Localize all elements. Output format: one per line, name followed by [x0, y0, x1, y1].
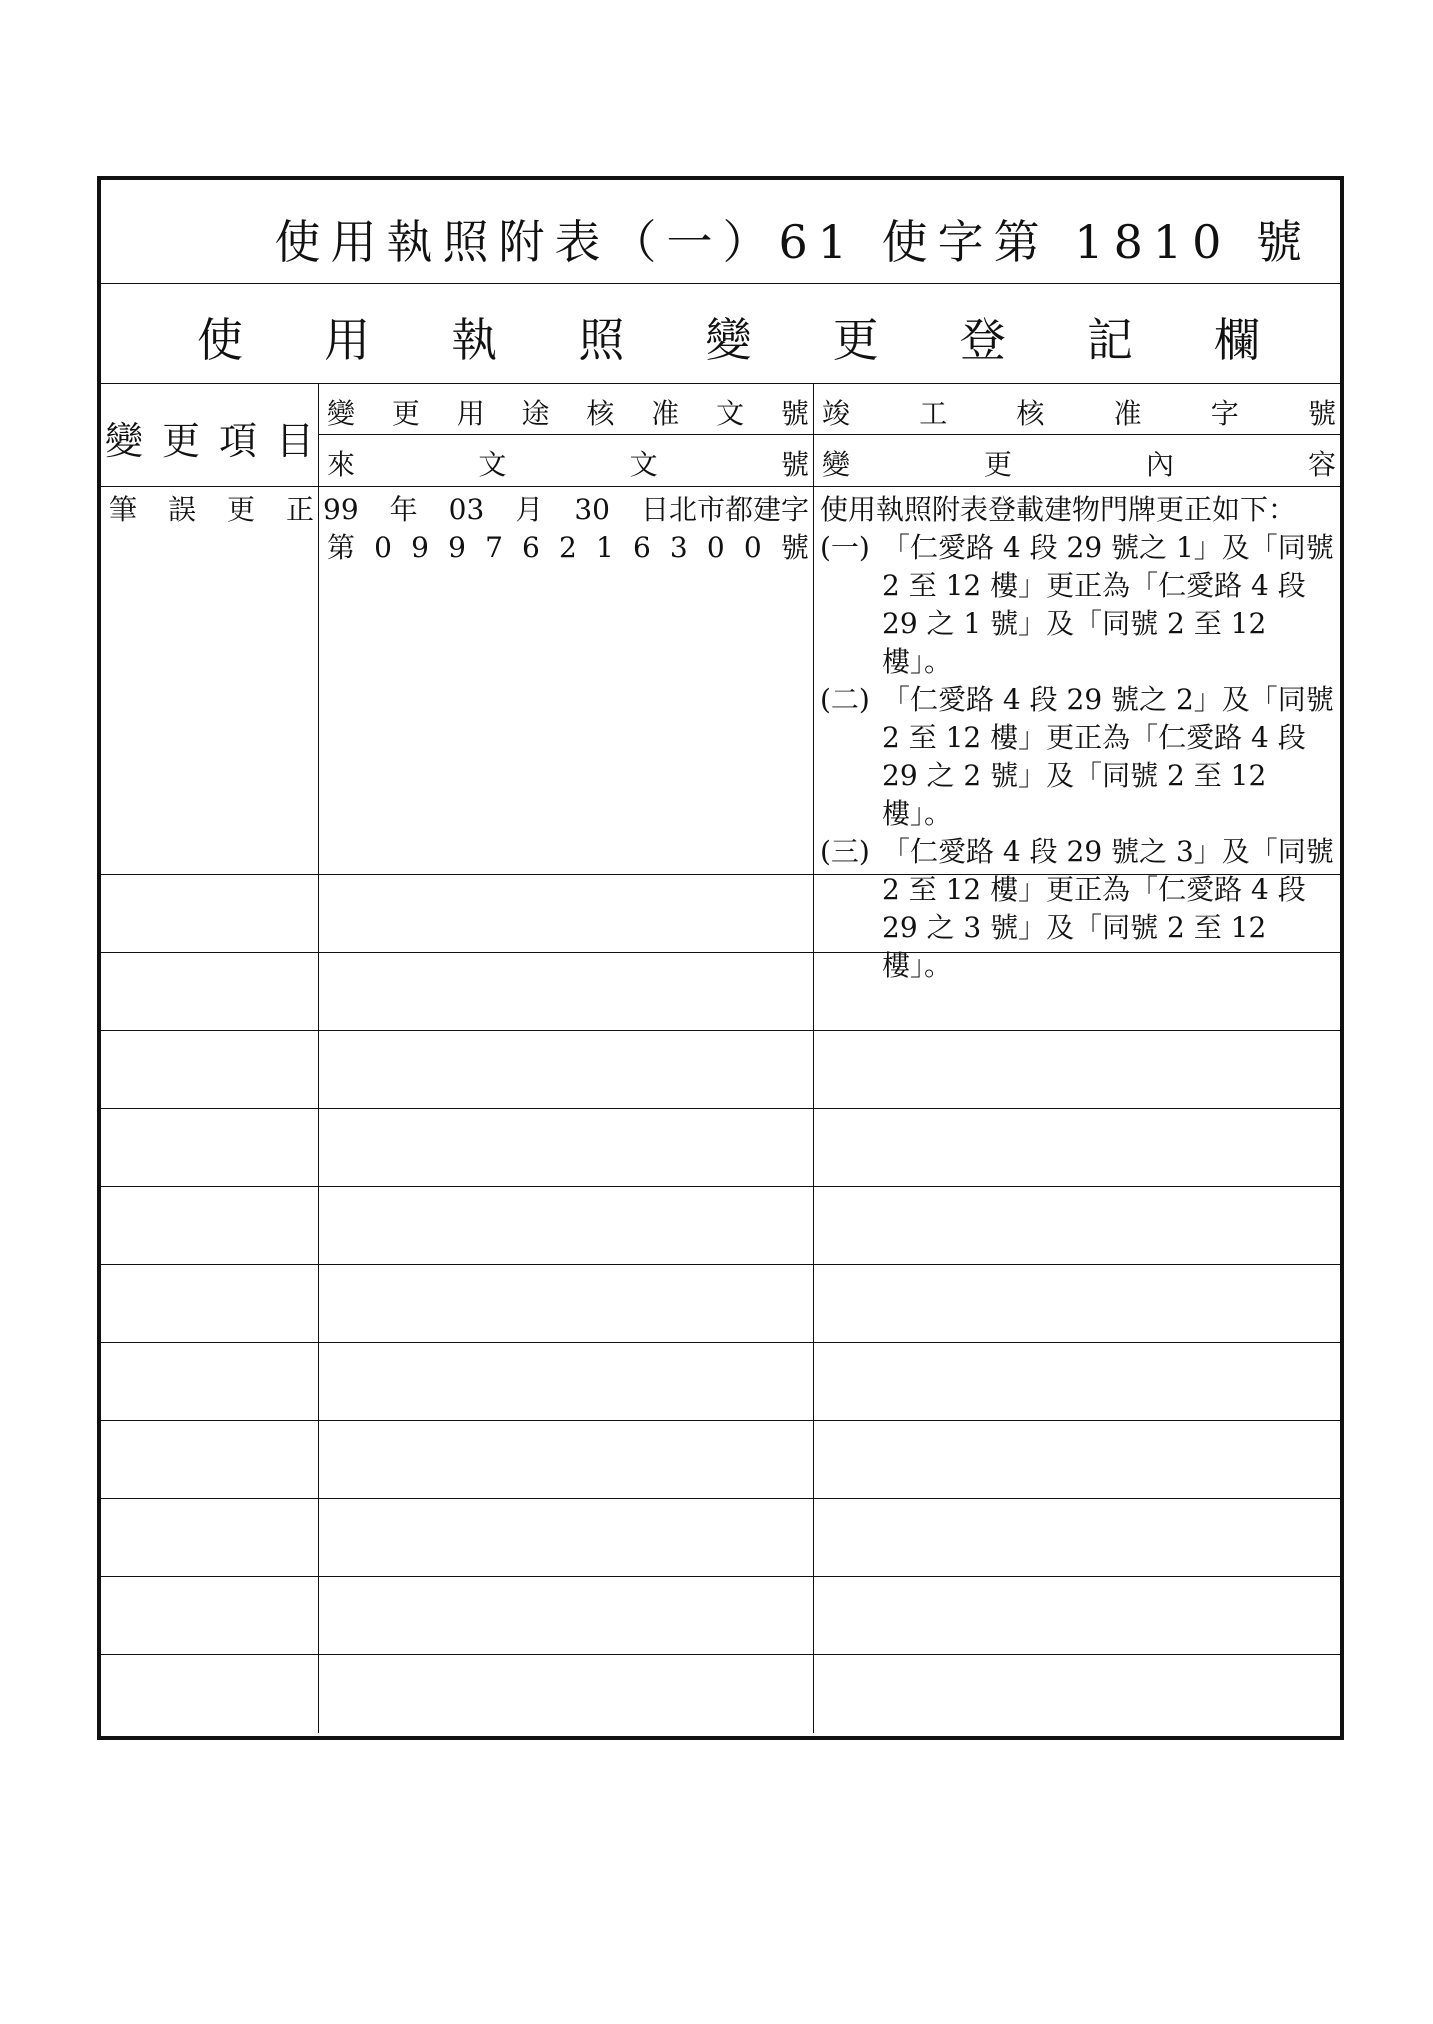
header-char: 文: [629, 448, 658, 481]
header-content: [814, 384, 1340, 487]
header-incoming-doc-label: [327, 443, 809, 483]
table-cell: [101, 1031, 319, 1108]
entry-doc-token: 年: [389, 493, 418, 526]
entry-doc-token: 30: [574, 493, 610, 526]
subtitle-row: [101, 284, 1340, 384]
header-char: 更: [161, 419, 200, 463]
table-cell: [814, 1577, 1340, 1654]
header-char: 內: [1145, 448, 1174, 481]
table-cell: [319, 1343, 814, 1420]
table-row: [101, 487, 1340, 982]
table-row: [101, 875, 1340, 953]
table-cell: [814, 1655, 1340, 1733]
entry-doc-token: 日北市都建字: [640, 493, 809, 526]
table-row: [101, 1265, 1340, 1343]
content-item-number: (一): [820, 531, 870, 564]
header-char: 工: [919, 397, 948, 430]
header-char: 項: [218, 419, 257, 463]
section-title-char: 更: [832, 313, 879, 367]
header-char: 變: [822, 448, 851, 481]
table-row: [101, 1655, 1340, 1733]
header-char: 文: [478, 448, 507, 481]
header-char: 字: [1210, 397, 1239, 430]
section-title-char: 使: [197, 313, 243, 367]
entry-doc-token: 6: [632, 531, 651, 564]
table-cell: [319, 1499, 814, 1576]
header-change-content-label: [822, 443, 1336, 483]
table-row: [101, 1031, 1340, 1109]
entry-doc-token: 0: [743, 531, 762, 564]
header-char: 號: [780, 448, 809, 481]
header-char: 目: [275, 419, 314, 463]
entry-doc-line-1: [323, 491, 809, 529]
table-cell: [101, 1655, 319, 1733]
header-char: 號: [1307, 397, 1336, 430]
header-char: 竣: [822, 397, 851, 430]
entry-doc-token: 0: [374, 531, 392, 564]
entry-doc-token: 9: [411, 531, 429, 564]
table-row: [101, 1421, 1340, 1499]
header-char: 文: [716, 397, 745, 430]
entry-doc-token: 99: [323, 493, 359, 526]
entry-doc-token: 月: [515, 493, 544, 526]
header-char: 用: [456, 397, 485, 430]
entry-item-char: 更: [226, 493, 255, 526]
table-cell: [101, 1499, 319, 1576]
entry-doc-token: 號: [780, 531, 809, 564]
header-char: 途: [521, 397, 550, 430]
content-item-text: 「仁愛路 4 段 29 號之 3」及「同號 2 至 12 樓」更正為「仁愛路 4 段 29 之 3 號」及「同號 2 至 12 樓」。: [882, 835, 1334, 982]
title-row: [101, 180, 1340, 284]
section-title-char: 欄: [1214, 313, 1260, 367]
table-cell: [814, 1031, 1340, 1108]
entry-doc-token: 2: [559, 531, 577, 564]
table-row: [101, 1187, 1340, 1265]
table-cell: [101, 953, 319, 1030]
section-title-char: 執: [451, 313, 498, 367]
header-change-item: [101, 384, 319, 487]
header-doc-number: [319, 384, 814, 487]
table-cell: [319, 1577, 814, 1654]
table-cell: [814, 1109, 1340, 1186]
table-cell: [319, 1187, 814, 1264]
table-cell: [319, 1265, 814, 1342]
table-cell: [814, 1343, 1340, 1420]
table-cell: [319, 1109, 814, 1186]
table-cell: [101, 1265, 319, 1342]
table-cell: [101, 1577, 319, 1654]
header-char: 核: [1016, 397, 1045, 430]
table-cell: [814, 1187, 1340, 1264]
header-char: 准: [1113, 397, 1142, 430]
table-cell: [319, 953, 814, 1030]
content-item-number: (三): [820, 835, 870, 868]
table-row: [101, 1577, 1340, 1655]
section-title-char: 照: [578, 313, 625, 367]
table-row: [101, 1343, 1340, 1421]
content-item-number: (二): [820, 683, 870, 716]
header-change-item-label: [105, 410, 314, 465]
header-completion-approval-label: [822, 392, 1336, 432]
table-cell: [101, 1109, 319, 1186]
table-cell: [319, 1031, 814, 1108]
entry-item-char: 誤: [167, 493, 196, 526]
table-cell: [814, 1499, 1340, 1576]
section-title-char: 用: [324, 313, 371, 367]
entry-doc-token: 03: [448, 493, 485, 526]
table-cell: [319, 1655, 814, 1733]
header-char: 更: [983, 448, 1012, 481]
content-item-text: 「仁愛路 4 段 29 號之 2」及「同號 2 至 12 樓」更正為「仁愛路 4 段 29 之 2 號」及「同號 2 至 12 樓」。: [882, 683, 1334, 830]
table-cell: [814, 953, 1340, 1030]
license-change-form: [97, 176, 1344, 1740]
header-char: 來: [327, 448, 356, 481]
table-cell: [101, 1343, 319, 1420]
header-approval-doc-label: [327, 392, 809, 432]
table-cell: [101, 875, 319, 952]
section-title: [101, 304, 1340, 370]
table-row: [101, 1109, 1340, 1187]
header-char: 核: [586, 397, 615, 430]
table-cell: [814, 875, 1340, 952]
header-char: 號: [780, 397, 809, 430]
header-char: 容: [1307, 448, 1336, 481]
entry-doc-token: 3: [669, 531, 688, 564]
entry-doc-token: 0: [706, 531, 725, 564]
table-row: [101, 1499, 1340, 1577]
entry-doc-line-2: [323, 529, 809, 567]
entry-change-item: [101, 487, 318, 529]
section-title-char: 記: [1086, 313, 1133, 367]
entry-doc-token: 1: [595, 531, 614, 564]
entry-item-char: 筆: [109, 493, 138, 526]
header-char: 准: [651, 397, 680, 430]
table-cell: [319, 1421, 814, 1498]
header-char: 變: [327, 397, 356, 430]
entry-doc-token: 6: [522, 531, 540, 564]
table-cell: [814, 1265, 1340, 1342]
table-cell: [319, 875, 814, 952]
table-cell: [101, 1187, 319, 1264]
table-cell: [814, 1421, 1340, 1498]
table-row: [101, 953, 1340, 1031]
table-cell: [101, 1421, 319, 1498]
entry-doc-token: 7: [485, 531, 503, 564]
entry-doc-token: 第: [327, 531, 356, 564]
entry-item-char: 正: [285, 493, 314, 526]
section-title-char: 變: [705, 313, 752, 367]
content-list-item: [820, 681, 1336, 833]
header-char: 更: [391, 397, 420, 430]
content-item-text: 「仁愛路 4 段 29 號之 1」及「同號 2 至 12 樓」更正為「仁愛路 4 段 29 之 1 號」及「同號 2 至 12 樓」。: [882, 531, 1334, 678]
entry-content-intro: 使用執照附表登載建物門牌更正如下：: [820, 493, 1297, 526]
section-title-char: 登: [959, 313, 1006, 367]
header-char: 變: [105, 419, 144, 463]
document-title: 使用執照附表（一）61 使字第 1810 號: [274, 215, 1312, 269]
entry-doc-token: 9: [448, 531, 466, 564]
content-list-item: [820, 529, 1336, 681]
